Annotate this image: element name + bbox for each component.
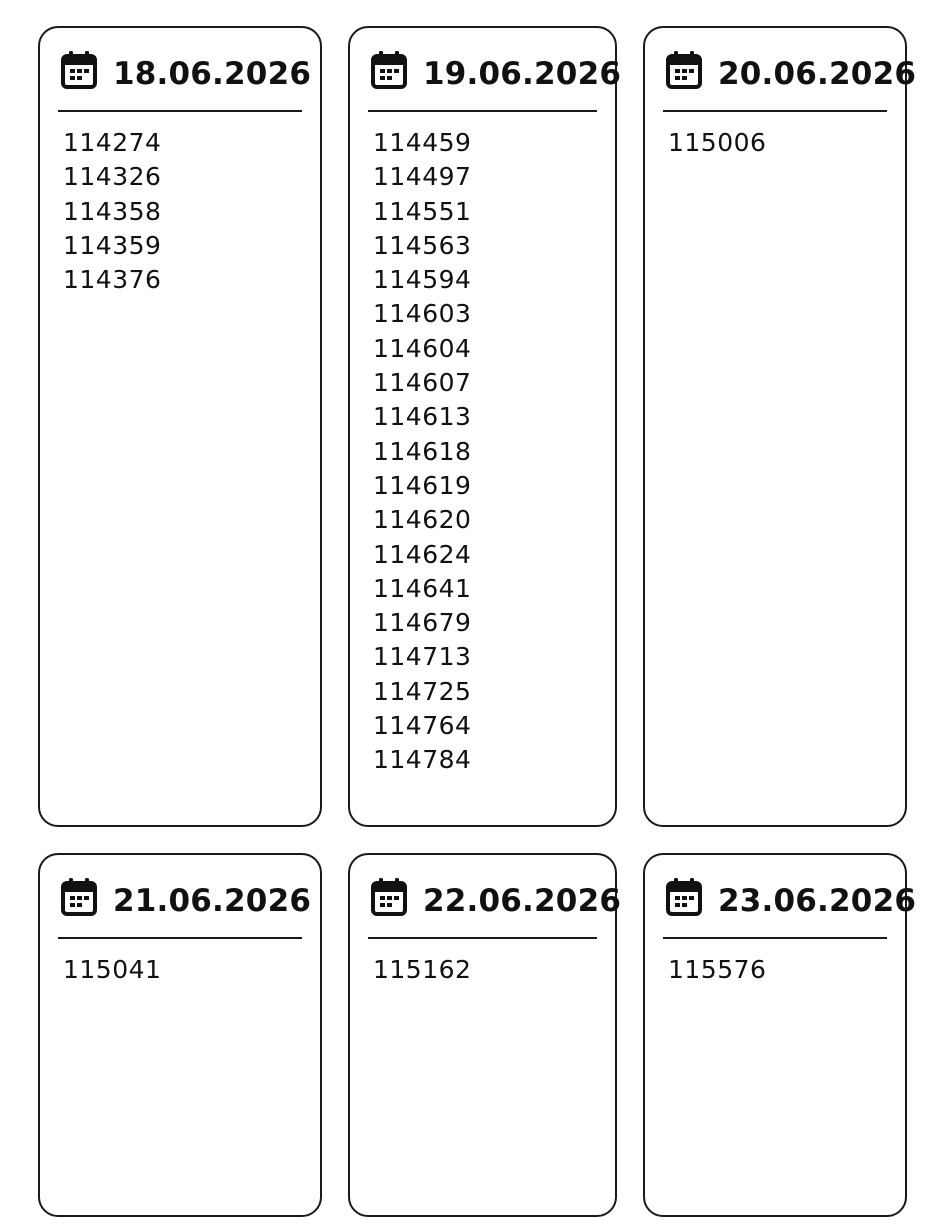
list-item: 114359	[63, 230, 162, 260]
list-item: 115162	[373, 955, 472, 984]
list-item: 114764	[373, 711, 472, 741]
card-date: 18.06.2026	[113, 56, 312, 92]
calendar-icon	[370, 50, 408, 90]
card-header	[368, 48, 622, 112]
number-list	[63, 126, 161, 297]
list-item: 114679	[373, 608, 472, 638]
date-card	[348, 26, 622, 827]
list-item: 114274	[63, 128, 162, 157]
calendar-icon	[665, 877, 703, 917]
list-item: 114551	[373, 196, 472, 226]
list-item: 114459	[373, 128, 472, 157]
date-card	[38, 853, 322, 1217]
list-item: 114784	[373, 745, 472, 775]
list-item: 115006	[668, 128, 767, 157]
list-item: 114326	[63, 162, 162, 192]
list-item: 114497	[373, 162, 472, 192]
card-date: 19.06.2026	[423, 56, 622, 92]
list-item: 114619	[373, 470, 472, 500]
list-item: 114725	[373, 676, 472, 706]
list-item: 114618	[373, 436, 472, 466]
list-item: 114376	[63, 265, 162, 295]
card-header	[58, 48, 312, 112]
date-card	[643, 853, 917, 1217]
date-card	[643, 26, 917, 827]
calendar-icon	[370, 877, 408, 917]
list-item: 114604	[373, 333, 472, 363]
number-list	[668, 126, 766, 160]
number-list	[63, 953, 161, 987]
list-item: 114613	[373, 402, 472, 432]
card-date: 21.06.2026	[113, 883, 312, 919]
card-header	[663, 48, 917, 112]
number-list	[373, 126, 471, 778]
list-item: 114624	[373, 539, 472, 569]
card-header	[368, 875, 622, 939]
list-item: 114358	[63, 196, 162, 226]
date-card	[348, 853, 622, 1217]
date-card	[38, 26, 322, 827]
card-date: 23.06.2026	[718, 883, 917, 919]
calendar-icon	[60, 50, 98, 90]
list-item: 114603	[373, 299, 472, 329]
list-item: 114607	[373, 368, 472, 398]
calendar-icon	[665, 50, 703, 90]
card-date: 22.06.2026	[423, 883, 622, 919]
card-header	[58, 875, 312, 939]
list-item: 114594	[373, 265, 472, 295]
number-list	[373, 953, 471, 987]
list-item: 114563	[373, 230, 472, 260]
list-item: 114641	[373, 573, 472, 603]
list-item: 114713	[373, 642, 472, 672]
calendar-icon	[60, 877, 98, 917]
card-date: 20.06.2026	[718, 56, 917, 92]
list-item: 115041	[63, 955, 162, 984]
list-item: 115576	[668, 955, 767, 984]
list-item: 114620	[373, 505, 472, 535]
number-list	[668, 953, 766, 987]
card-header	[663, 875, 917, 939]
